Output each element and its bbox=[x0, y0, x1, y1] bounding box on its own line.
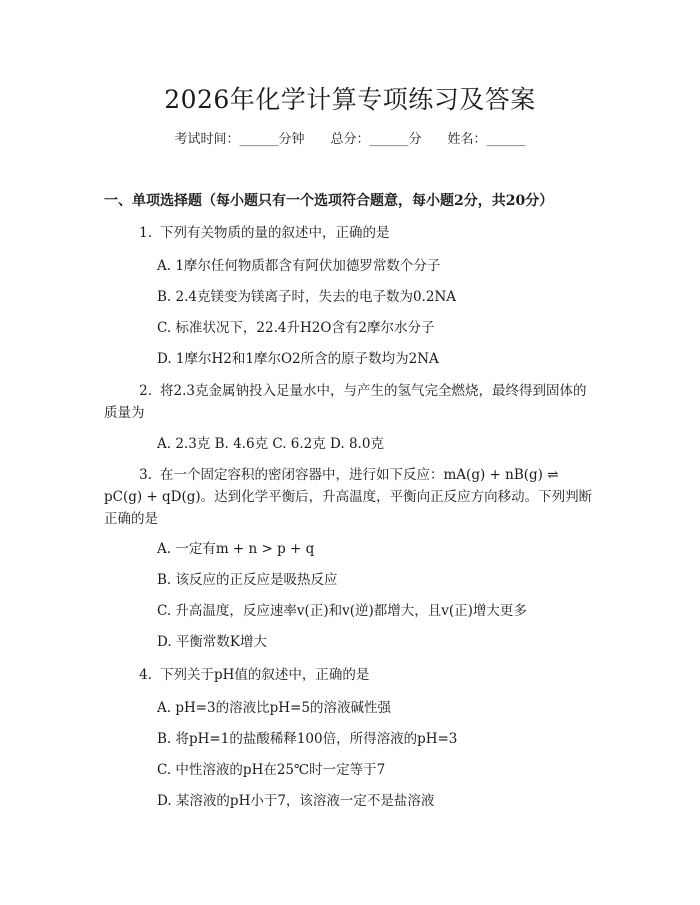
question-4 bbox=[104, 664, 594, 686]
option-3d: D. 平衡常数K增大 bbox=[157, 634, 268, 650]
option-1a: A. 1摩尔任何物质都含有阿伏加德罗常数个分子 bbox=[157, 258, 441, 274]
question-2 bbox=[104, 380, 594, 424]
question-number: 1. bbox=[139, 225, 152, 241]
option-4c: C. 中性溶液的pH在25℃时一定等于7 bbox=[157, 762, 386, 778]
option-2-all: A. 2.3克 B. 4.6克 C. 6.2克 D. 8.0克 bbox=[157, 436, 384, 452]
option-4b: B. 将pH=1的盐酸稀释100倍，所得溶液的pH=3 bbox=[157, 731, 458, 747]
section-heading: 一、单项选择题（每小题只有一个选项符合题意，每小题2分，共20分） bbox=[104, 193, 554, 209]
time-label: 考试时间：______分钟 bbox=[174, 132, 305, 147]
page-title: 2026年化学计算专项练习及答案 bbox=[164, 85, 536, 114]
option-3b: B. 该反应的正反应是吸热反应 bbox=[157, 572, 338, 588]
question-3 bbox=[104, 464, 594, 530]
question-1 bbox=[104, 222, 594, 244]
question-text: 在一个固定容积的密闭容器中，进行如下反应：mA(g) + nB(g) ⇌ pC(g) + qD(g)。达到化学平衡后，升高温度，平衡向正反应方向移动。下列判断正确的是 bbox=[104, 467, 593, 527]
option-4a: A. pH=3的溶液比pH=5的溶液碱性强 bbox=[157, 700, 391, 716]
option-3c: C. 升高温度，反应速率v(正)和v(逆)都增大，且v(正)增大更多 bbox=[157, 603, 527, 619]
question-text: 下列有关物质的量的叙述中，正确的是 bbox=[160, 225, 390, 241]
option-3a: A. 一定有m + n > p + q bbox=[157, 541, 315, 557]
exam-meta bbox=[0, 131, 700, 149]
option-1b: B. 2.4克镁变为镁离子时，失去的电子数为0.2NA bbox=[157, 289, 457, 305]
option-1c: C. 标准状况下，22.4升H2O含有2摩尔水分子 bbox=[157, 320, 435, 336]
name-label: 姓名：______ bbox=[447, 132, 526, 147]
question-number: 4. bbox=[139, 667, 152, 683]
option-1d: D. 1摩尔H2和1摩尔O2所含的原子数均为2NA bbox=[157, 351, 439, 367]
question-number: 3. bbox=[139, 467, 152, 483]
option-4d: D. 某溶液的pH小于7，该溶液一定不是盐溶液 bbox=[157, 793, 435, 809]
score-label: 总分：______分 bbox=[330, 132, 422, 147]
question-text: 下列关于pH值的叙述中，正确的是 bbox=[160, 667, 370, 683]
question-number: 2. bbox=[139, 383, 152, 399]
question-text: 将2.3克金属钠投入足量水中，与产生的氢气完全燃烧，最终得到固体的质量为 bbox=[104, 383, 587, 421]
